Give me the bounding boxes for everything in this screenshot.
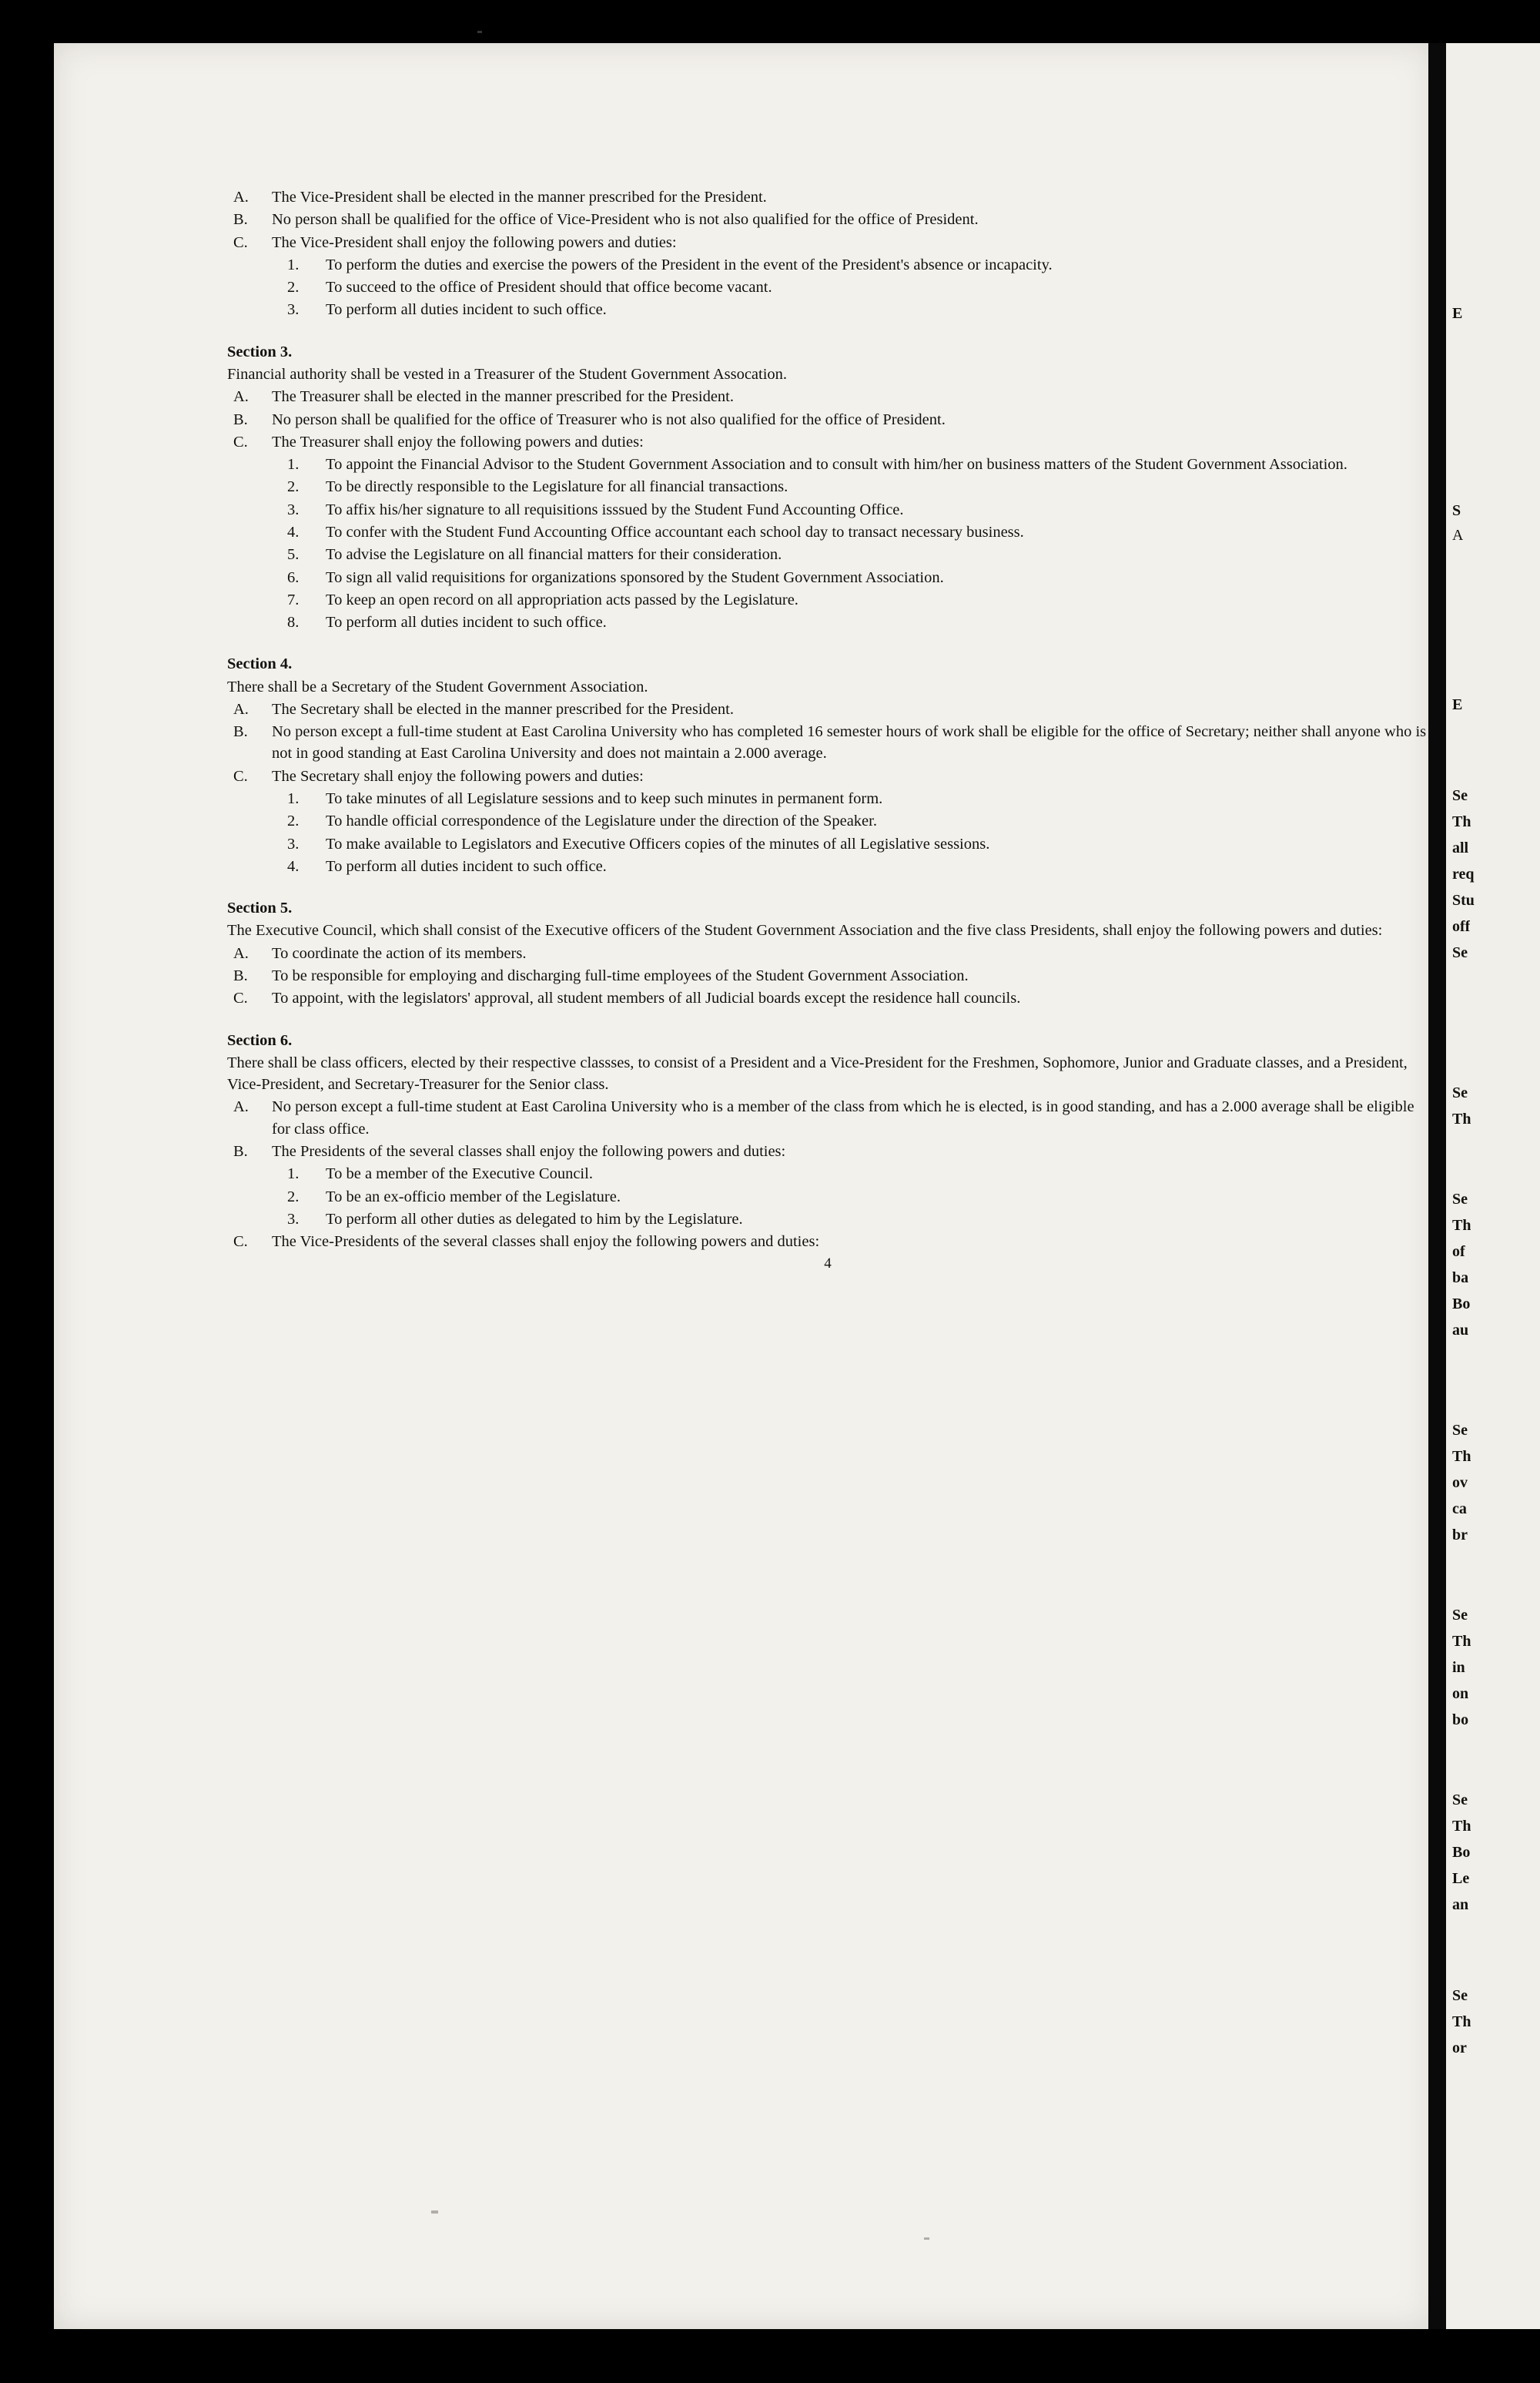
list-item [227, 943, 1428, 964]
list-text: To be responsible for employing and discharging full-time employees of the Student Government Association. [272, 967, 969, 984]
list-marker: 2. [287, 813, 300, 830]
list-item [227, 833, 1428, 855]
scan-left-margin [0, 0, 54, 2383]
cropped-text-fragment: au [1452, 1322, 1469, 1339]
document-page-left [54, 43, 1432, 2329]
cropped-text-fragment: Se [1452, 1422, 1468, 1439]
list-item [227, 721, 1428, 765]
cropped-text-fragment: all [1452, 840, 1469, 856]
scan-artifact [431, 2210, 438, 2214]
cropped-text-fragment: on [1452, 1685, 1469, 1702]
list-text: To perform all other duties as delegated to him by the Legislature. [326, 1210, 743, 1228]
list-item [227, 699, 1428, 720]
cropped-text-fragment: Le [1452, 1870, 1470, 1887]
list-text: To perform all duties incident to such office. [326, 614, 607, 632]
list-text: To be an ex-officio member of the Legislature. [326, 1188, 621, 1205]
list-marker: C. [233, 1233, 248, 1251]
list-item [227, 277, 1428, 298]
list-item [227, 1096, 1428, 1140]
list-item [227, 431, 1428, 453]
list-item [227, 856, 1428, 877]
list-text: No person shall be qualified for the office of Vice-President who is not also qualified for the office of President. [272, 211, 979, 229]
list-marker: B. [233, 411, 248, 428]
scan-top-margin [0, 0, 1540, 43]
list-marker: C. [233, 433, 248, 451]
list-marker: C. [233, 767, 248, 785]
cropped-text-fragment: Th [1452, 2013, 1471, 2030]
list-marker: 6. [287, 568, 300, 586]
list-item [227, 1186, 1428, 1208]
list-marker: B. [233, 967, 248, 984]
list-text: To sign all valid requisitions for organizations sponsored by the Student Government Association. [326, 568, 944, 586]
cropped-text-fragment: A [1452, 527, 1464, 544]
cropped-text-fragment: of [1452, 1243, 1465, 1260]
list-item [227, 521, 1428, 543]
list-text: To appoint, with the legislators' approval, all student members of all Judicial boards except the residence hall councils. [272, 990, 1021, 1007]
section-heading: Section 6. [227, 1031, 293, 1049]
page-number: 4 [824, 1255, 832, 1272]
cropped-text-fragment: Se [1452, 1084, 1468, 1101]
cropped-text-fragment: Bo [1452, 1844, 1471, 1861]
cropped-text-fragment: Se [1452, 1191, 1468, 1208]
list-text: To be directly responsible to the Legislature for all financial transactions. [326, 478, 788, 496]
cropped-text-fragment: ba [1452, 1269, 1469, 1286]
document-page-right-cropped [1446, 43, 1540, 2329]
list-marker: 3. [287, 501, 300, 518]
list-text: To appoint the Financial Advisor to the Student Government Association and to consult with him/her on business matters of the Student Government Association. [326, 456, 1348, 474]
list-text: The Secretary shall be elected in the manner prescribed for the President. [272, 700, 734, 718]
list-text: To advise the Legislature on all financial matters for their consideration. [326, 546, 782, 564]
list-marker: A. [233, 944, 249, 962]
cropped-text-fragment: Stu [1452, 892, 1475, 909]
cropped-text-fragment: E [1452, 696, 1463, 713]
list-item [227, 544, 1428, 565]
list-text: To perform the duties and exercise the powers of the President in the event of the President's absence or incapacity. [326, 256, 1053, 273]
list-text: The Presidents of the several classes shall enjoy the following powers and duties: [272, 1142, 786, 1160]
list-item [227, 232, 1428, 253]
list-item [227, 788, 1428, 809]
list-item [227, 965, 1428, 987]
list-item [227, 299, 1428, 320]
list-text: To perform all duties incident to such office. [326, 301, 607, 319]
list-item [227, 499, 1428, 521]
section-intro: There shall be a Secretary of the Student Government Association. [227, 678, 648, 695]
cropped-text-fragment: an [1452, 1896, 1469, 1913]
list-text: To be a member of the Executive Council. [326, 1165, 593, 1183]
section-intro: Financial authority shall be vested in a Treasurer of the Student Government Assocation. [227, 365, 788, 383]
list-marker: A. [233, 388, 249, 406]
cropped-text-fragment: Th [1452, 1448, 1471, 1465]
list-item [227, 1231, 1428, 1252]
cropped-text-fragment: ov [1452, 1474, 1468, 1491]
list-text: No person shall be qualified for the office of Treasurer who is not also qualified for the office of President. [272, 411, 946, 428]
cropped-text-fragment: req [1452, 866, 1475, 883]
list-text: The Vice-Presidents of the several classes shall enjoy the following powers and duties: [272, 1233, 820, 1251]
cropped-text-fragment: br [1452, 1527, 1468, 1543]
list-marker: B. [233, 1142, 248, 1160]
cropped-text-fragment: off [1452, 918, 1471, 935]
cropped-text-fragment: Se [1452, 944, 1468, 961]
cropped-text-fragment: Th [1452, 1818, 1471, 1835]
list-text: To take minutes of all Legislature sessions and to keep such minutes in permanent form. [326, 790, 883, 808]
cropped-text-fragment: Se [1452, 787, 1468, 804]
section-heading: Section 5. [227, 900, 293, 917]
list-text: No person except a full-time student at East Carolina University who has completed 16 semester hours of work shall be eligible for the office of Secretary; neither shall anyone who is not in good standing at East Carolina University and does not maintain a 2.000 average. [272, 723, 1427, 762]
list-text: To handle official correspondence of the Legislature under the direction of the Speaker. [326, 813, 877, 830]
section-heading: Section 4. [227, 655, 293, 673]
cropped-text-fragment: Th [1452, 1111, 1471, 1128]
list-marker: 3. [287, 301, 300, 319]
list-marker: 1. [287, 790, 300, 808]
list-text: To make available to Legislators and Executive Officers copies of the minutes of all Legislative sessions. [326, 835, 990, 853]
list-marker: 2. [287, 478, 300, 496]
list-text: To succeed to the office of President should that office become vacant. [326, 279, 772, 297]
list-item [227, 1208, 1428, 1230]
list-text: To affix his/her signature to all requisitions isssued by the Student Fund Accounting Office. [326, 501, 904, 518]
cropped-text-fragment: S [1452, 502, 1461, 519]
section-heading: Section 3. [227, 343, 293, 360]
list-marker: 4. [287, 857, 300, 875]
list-item [227, 386, 1428, 407]
list-item [227, 612, 1428, 633]
section-intro: The Executive Council, which shall consist of the Executive officers of the Student Government Association and the five class Presidents, shall enjoy the following powers and duties: [227, 922, 1383, 940]
list-marker: B. [233, 723, 248, 741]
list-marker: 7. [287, 591, 300, 608]
cropped-text-fragment: ca [1452, 1500, 1467, 1517]
list-item [227, 454, 1428, 475]
list-item [227, 209, 1428, 230]
list-marker: 2. [287, 279, 300, 297]
list-text: No person except a full-time student at East Carolina University who is a member of the class from which he is elected, is in good standing, and has a 2.000 average shall be eligible for class office. [272, 1098, 1414, 1138]
list-item [227, 254, 1428, 276]
cropped-text-fragment: in [1452, 1659, 1465, 1676]
cropped-text-fragment: Se [1452, 1987, 1468, 2004]
scan-bottom-margin [0, 2329, 1540, 2383]
list-item [227, 810, 1428, 832]
list-text: The Secretary shall enjoy the following powers and duties: [272, 767, 644, 785]
list-item [227, 409, 1428, 431]
list-marker: 2. [287, 1188, 300, 1205]
cropped-text-fragment: Se [1452, 1607, 1468, 1624]
list-text: The Treasurer shall be elected in the manner prescribed for the President. [272, 388, 734, 406]
scan-artifact [477, 31, 482, 33]
list-marker: C. [233, 990, 248, 1007]
cropped-text-fragment: Th [1452, 1217, 1471, 1234]
list-marker: 1. [287, 256, 300, 273]
list-item [227, 186, 1428, 208]
list-item [227, 1141, 1428, 1162]
list-item [227, 476, 1428, 498]
section-intro: There shall be class officers, elected by their respective classses, to consist of a President and a Vice-President for the Freshmen, Sophomore, Junior and Graduate classes, and a President, Vice-President, and Secretary-Treasurer for the Senior class. [227, 1054, 1408, 1094]
page-gutter-shadow [1428, 43, 1447, 2329]
list-text: To coordinate the action of its members. [272, 944, 527, 962]
list-item [227, 987, 1428, 1009]
cropped-text-fragment: E [1452, 305, 1463, 322]
list-marker: A. [233, 189, 249, 206]
cropped-text-fragment: Th [1452, 813, 1471, 830]
list-text: To keep an open record on all appropriation acts passed by the Legislature. [326, 591, 798, 608]
cropped-text-fragment: Se [1452, 1791, 1468, 1808]
list-marker: 3. [287, 835, 300, 853]
list-text: The Vice-President shall be elected in the manner prescribed for the President. [272, 189, 767, 206]
document-text-column [227, 186, 1428, 1275]
list-marker: A. [233, 1098, 249, 1116]
cropped-text-fragment: bo [1452, 1711, 1469, 1728]
list-marker: 5. [287, 546, 300, 564]
list-marker: A. [233, 700, 249, 718]
list-marker: 8. [287, 614, 300, 632]
list-marker: B. [233, 211, 248, 229]
list-text: The Treasurer shall enjoy the following powers and duties: [272, 433, 644, 451]
list-item [227, 1163, 1428, 1185]
list-marker: C. [233, 233, 248, 251]
cropped-text-fragment: Bo [1452, 1295, 1471, 1312]
list-marker: 1. [287, 1165, 300, 1183]
list-item [227, 589, 1428, 611]
list-text: The Vice-President shall enjoy the following powers and duties: [272, 233, 677, 251]
list-text: To confer with the Student Fund Accounting Office accountant each school day to transact necessary business. [326, 523, 1024, 541]
list-item [227, 766, 1428, 787]
cropped-text-fragment: Th [1452, 1633, 1471, 1650]
list-text: To perform all duties incident to such office. [326, 857, 607, 875]
list-marker: 1. [287, 456, 300, 474]
list-marker: 4. [287, 523, 300, 541]
cropped-text-fragment: or [1452, 2039, 1467, 2056]
list-marker: 3. [287, 1210, 300, 1228]
scan-artifact [924, 2237, 929, 2240]
list-item [227, 567, 1428, 588]
